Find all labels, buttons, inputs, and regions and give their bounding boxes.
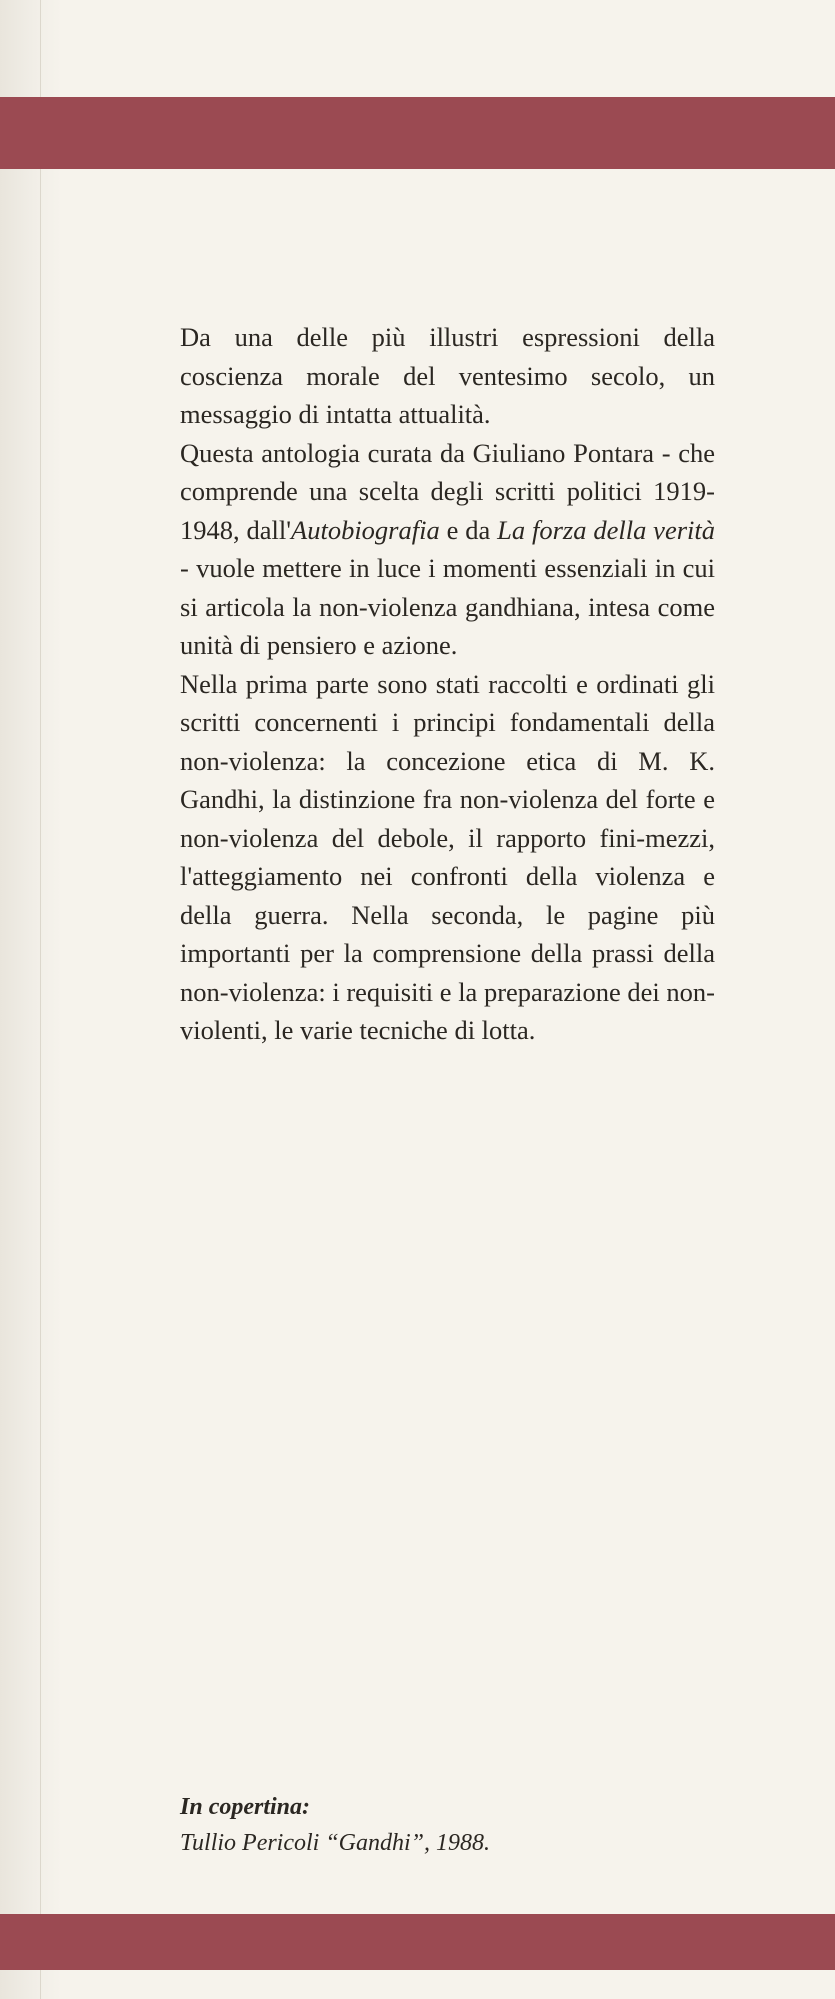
blurb-paragraph-intro: Da una delle più illustri espressioni della coscienza morale del ventesimo secolo, un messaggio di intatta attualità. xyxy=(180,322,715,429)
book-title-autobiografia: Autobiografia xyxy=(291,514,440,545)
spine-fold-shading xyxy=(0,0,62,1999)
blurb-paragraph-contents: Nella prima parte sono stati raccolti e ordinati gli scritti concernenti i principi fondamentali della non-violenza: la concezione etica di M. K. Gandhi, la distinzione fra non-violenza del forte e non-violenza del debole, il rapporto fini-mezzi, l'atteggiamento nei confronti della violenza e della guerra. Nella seconda, le pagine più importanti per la comprensione della prassi della non-violenza: i requisiti e la preparazione dei non-violenti, le varie tecniche di lotta. xyxy=(180,668,715,1045)
cover-credit-text: Tullio Pericoli “Gandhi”, 1988. xyxy=(180,1830,491,1856)
cover-credit-label: In copertina: xyxy=(180,1794,311,1820)
bottom-decorative-band xyxy=(0,1914,835,1970)
spine-crease xyxy=(40,0,41,1999)
top-decorative-band xyxy=(0,97,835,169)
blurb-paragraph-anthology: Questa antologia curata da Giuliano Pontara - che comprende una scelta degli scritti politici 1919-1948, dall'Autobiografia e da La forza della verità - vuole mettere in luce i momenti essenziali in cui si articola la non-violenza gandhiana, intesa come unità di pensiero e azione. xyxy=(180,437,715,660)
cover-credit xyxy=(180,1789,715,1861)
book-title-la-forza-della-verita: La forza della verità xyxy=(497,514,715,545)
back-cover-blurb xyxy=(180,318,715,1050)
